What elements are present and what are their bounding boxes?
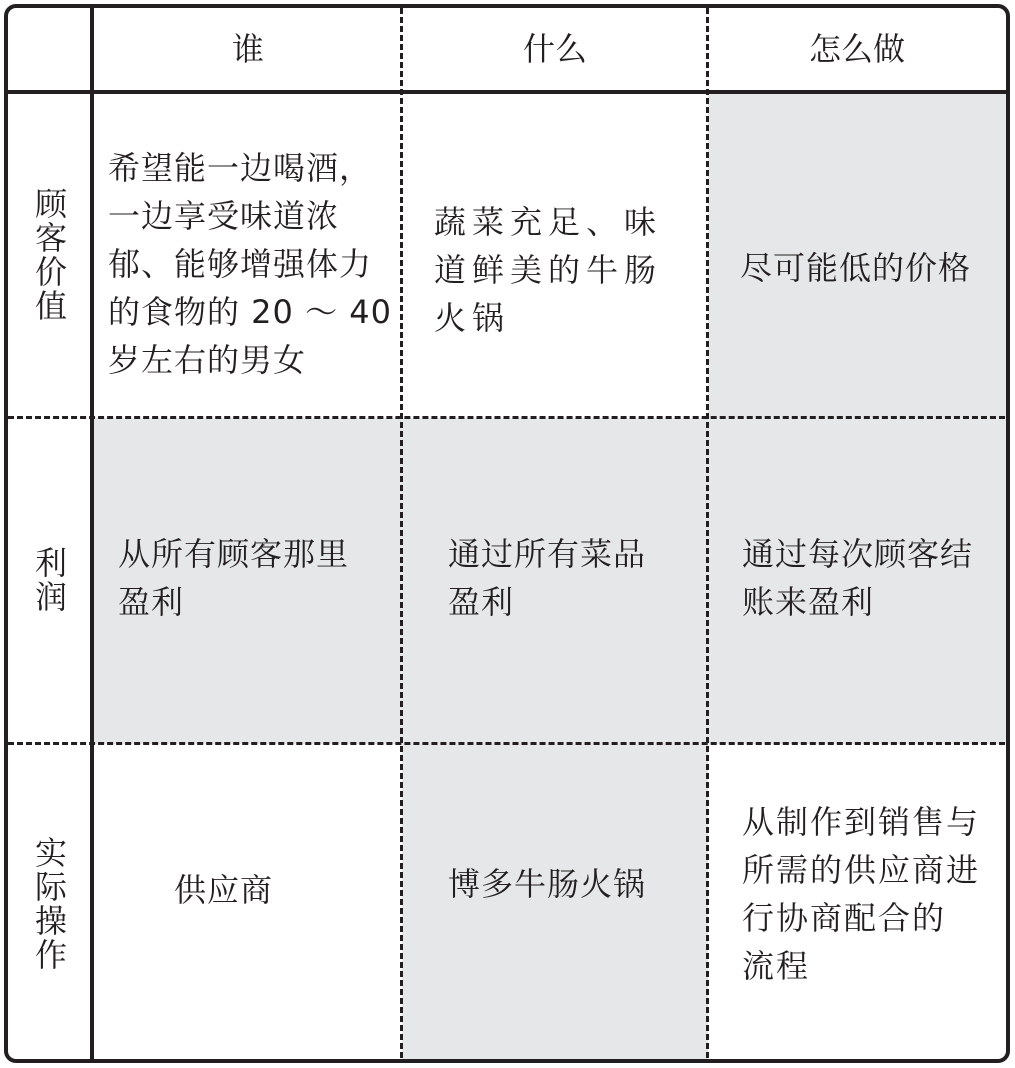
row-label-customer-value	[8, 94, 90, 416]
column-header-label: 什么	[522, 30, 587, 68]
column-header-what	[402, 8, 708, 90]
cell-operations-how: 从制作到销售与 所需的供应商进 行协商配合的 流程	[742, 803, 981, 985]
cell-customer-value-what: 蔬菜充足、味 道鲜美的牛肠 火锅	[434, 203, 663, 337]
cell-operations-what: 博多牛肠火锅	[448, 865, 647, 903]
row-label-text: 利润	[30, 546, 68, 614]
cell-operations-who: 供应商	[174, 871, 274, 909]
row-label-text: 顾客价值	[30, 187, 68, 323]
cell-customer-value-how: 尽可能低的价格	[740, 249, 972, 287]
business-model-table	[4, 4, 1010, 1063]
cell-profit-how: 通过每次顾客结 账来盈利	[742, 535, 974, 621]
row-label-text: 实际操作	[30, 835, 68, 972]
column-header-how	[708, 8, 1006, 90]
cell-profit-who: 从所有顾客那里 盈利	[118, 535, 350, 621]
row-label-profit	[8, 418, 90, 742]
cell-profit-what: 通过所有菜品 盈利	[448, 535, 647, 621]
column-header-label: 谁	[231, 30, 264, 68]
column-header-who	[94, 8, 402, 90]
grid-line-header-row	[8, 90, 1010, 94]
grid-line-row3	[8, 742, 1010, 745]
grid-line-label-col	[90, 8, 94, 1063]
grid-line-col2	[400, 8, 403, 1063]
row-label-operations	[8, 744, 90, 1063]
column-header-label: 怎么做	[808, 30, 905, 68]
grid-line-row2	[8, 416, 1010, 419]
grid-line-col3	[706, 8, 709, 1063]
cell-customer-value-who: 希望能一边喝酒， 一边享受味道浓 郁、能够增强体力 的食物的 20 ～ 40 岁左右的男女	[108, 149, 392, 379]
